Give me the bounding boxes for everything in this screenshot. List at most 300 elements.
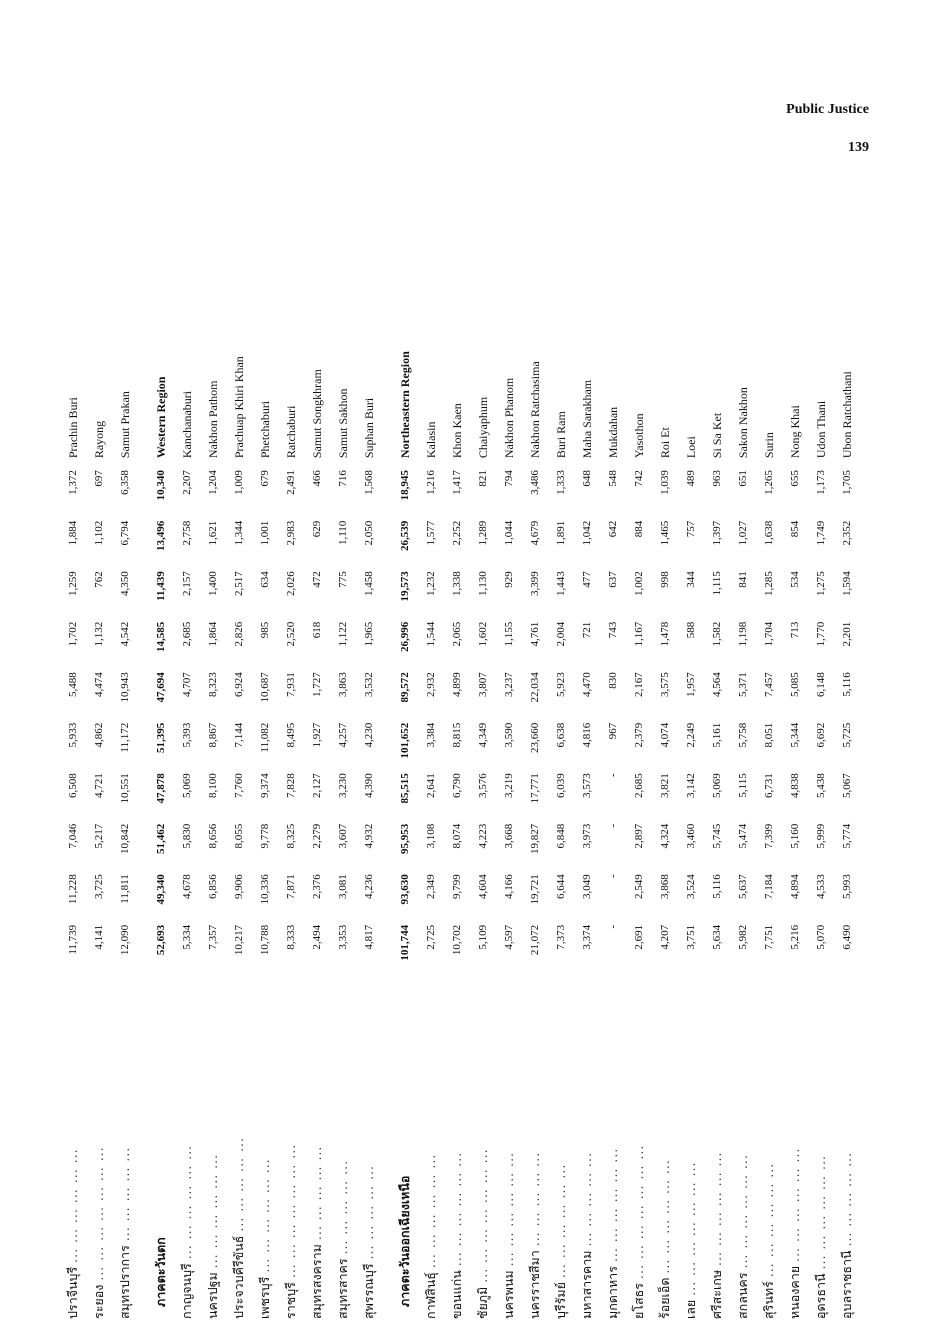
table-row [112, 260, 138, 1325]
value-cell: 8,495 [285, 722, 297, 748]
value-cell: 10,788 [259, 924, 271, 956]
value-cell: 5,070 [815, 924, 827, 950]
province-thai-cell [60, 969, 86, 1325]
value-cell: 1,232 [425, 571, 437, 596]
value-cell: 1,265 [763, 470, 775, 495]
value-cell: 8,867 [207, 722, 219, 748]
value-cell: 101,744 [399, 924, 411, 961]
province-thai-name: ศรีสะเกษ [709, 1269, 724, 1319]
value-cell: 1,702 [67, 621, 79, 647]
province-thai-cell [678, 969, 704, 1325]
value-cell: 2,379 [633, 722, 645, 748]
province-english-name: Kanchanaburi [179, 390, 194, 459]
value-cell: 1,198 [737, 621, 749, 647]
value-cell: 4,816 [581, 722, 593, 748]
value-cell: 5,830 [181, 823, 193, 849]
value-cell: 4,817 [363, 924, 375, 950]
province-thai-cell [704, 969, 730, 1325]
table-body [60, 260, 860, 1325]
value-cell: 9,906 [233, 874, 245, 900]
value-cell: 4,074 [659, 722, 671, 748]
value-cell: 12,090 [119, 924, 131, 956]
province-english-name: Maha Sarakham [579, 379, 594, 459]
value-cell: 8,815 [451, 722, 463, 748]
value-cell: 5,116 [711, 874, 723, 899]
value-cell: 2,983 [285, 520, 297, 546]
value-cell: 7,751 [763, 924, 775, 950]
value-cell: 2,167 [633, 672, 645, 697]
value-cell: 1,344 [233, 520, 245, 546]
value-cell: 5,334 [181, 924, 193, 950]
value-cell: 1,544 [425, 621, 437, 647]
value-cell: 89,572 [399, 672, 411, 703]
province-thai-name: เพชรบุรี [257, 1276, 272, 1319]
value-cell: 1,478 [659, 621, 671, 647]
value-cell: 9,374 [259, 773, 271, 799]
value-cell: 8,323 [207, 672, 219, 697]
value-cell: 1,594 [841, 571, 853, 596]
value-cell: 5,993 [841, 874, 853, 900]
value-cell: 6,148 [815, 672, 827, 697]
province-thai-name: สมุทรสาคร [335, 1258, 350, 1319]
value-cell: 534 [789, 571, 801, 588]
table-row [304, 260, 330, 1325]
value-cell: 10,336 [259, 874, 271, 905]
value-cell: 8,333 [285, 924, 297, 950]
province-english-name: Nong Khai [787, 405, 802, 459]
value-cell: 10,943 [119, 672, 131, 703]
leader-dots: ... ... ... ... ... [839, 1152, 854, 1247]
value-cell: 4,678 [181, 874, 193, 900]
value-cell: 2,026 [285, 571, 297, 596]
province-english-name: Nakhon Ratchasima [527, 361, 542, 459]
province-thai-name: อุบลราชธานี [839, 1250, 854, 1319]
table-row [174, 260, 200, 1325]
leader-dots: ... ... ... ... ... ... [65, 1148, 80, 1263]
value-cell: 8,100 [207, 773, 219, 799]
value-cell: 3,863 [337, 672, 349, 697]
province-thai-name: ภาคตะวันตก [153, 1237, 168, 1307]
table-row [834, 260, 860, 1325]
province-thai-cell [496, 969, 522, 1325]
value-cell: 2,207 [181, 470, 193, 495]
province-english-name: Surin [761, 432, 776, 459]
province-english-name: Suphan Buri [361, 397, 376, 459]
province-english-name: Ratchaburi [283, 405, 298, 459]
value-cell: 3,973 [581, 823, 593, 849]
value-cell: 1,705 [841, 470, 853, 495]
value-cell: 2,127 [311, 773, 323, 799]
province-english-name: Northeastern Region [397, 351, 412, 459]
value-cell: 1,372 [67, 470, 79, 495]
value-cell: 2,932 [425, 672, 437, 697]
value-cell: 49,340 [155, 874, 167, 905]
value-cell: 18,945 [399, 470, 411, 501]
value-cell: 998 [659, 571, 671, 588]
value-cell: 26,539 [399, 520, 411, 551]
value-cell: 472 [311, 571, 323, 588]
value-cell: 1,122 [337, 621, 349, 647]
value-cell: 1,167 [633, 621, 645, 647]
value-cell: 4,721 [93, 773, 105, 799]
value-cell: 3,353 [337, 924, 349, 950]
province-thai-cell [278, 969, 304, 1325]
value-cell: 7,373 [555, 924, 567, 950]
leader-dots: ... ... ... ... ... ... ... [283, 1143, 298, 1279]
value-cell: 5,637 [737, 874, 749, 900]
value-cell: - [607, 924, 619, 929]
leader-dots: ... ... ... ... ... ... [657, 1159, 672, 1274]
value-cell: 5,745 [711, 823, 723, 849]
value-cell: 3,374 [581, 924, 593, 950]
value-cell: 19,573 [399, 571, 411, 602]
value-cell: 3,237 [503, 672, 515, 697]
table-row [704, 260, 730, 1325]
spacer-row [138, 260, 148, 1325]
value-cell: 2,252 [451, 520, 463, 546]
value-cell: 9,799 [451, 874, 463, 900]
leader-dots: ... ... ... ... ... ... [605, 1147, 620, 1263]
value-cell: 4,474 [93, 672, 105, 697]
province-english-name: Phetchaburi [257, 400, 272, 459]
value-cell: 1,965 [363, 621, 375, 647]
value-cell: 1,132 [93, 621, 105, 647]
table-row [330, 260, 356, 1325]
value-cell: 5,161 [711, 722, 723, 748]
value-cell: 8,051 [763, 722, 775, 748]
province-english-name: Mukdahan [605, 406, 620, 459]
value-cell: 618 [311, 621, 323, 639]
value-cell: 7,184 [763, 874, 775, 900]
value-cell: 2,050 [363, 520, 375, 546]
value-cell: 4,862 [93, 722, 105, 748]
value-cell: 3,486 [529, 470, 541, 495]
value-cell: 95,953 [399, 823, 411, 855]
value-cell: 1,770 [815, 621, 827, 647]
page-header [786, 102, 869, 156]
value-cell: 5,474 [737, 823, 749, 849]
value-cell: 1,582 [711, 621, 723, 647]
value-cell: 794 [503, 470, 515, 487]
value-cell: 5,069 [181, 773, 193, 799]
province-thai-name: สมุทรปราการ [117, 1245, 132, 1319]
value-cell: 929 [503, 571, 515, 588]
value-cell: 4,207 [659, 924, 671, 950]
value-cell: 11,228 [67, 874, 79, 905]
value-cell: - [607, 874, 619, 878]
province-english-name: Samut Sakhon [335, 388, 350, 459]
province-english-name: Buri Ram [553, 411, 568, 459]
province-thai-cell [808, 969, 834, 1325]
value-cell: 1,155 [503, 621, 515, 647]
value-cell: 19,721 [529, 874, 541, 905]
leader-dots: ... ... ... ... ... [335, 1159, 350, 1255]
leader-dots: ... ... ... ... ... ... [787, 1147, 802, 1262]
value-cell: 651 [737, 470, 749, 487]
province-thai-cell [470, 969, 496, 1325]
value-cell: 3,573 [581, 773, 593, 799]
value-cell: 6,638 [555, 722, 567, 748]
value-cell: 3,807 [477, 672, 489, 697]
value-cell: 634 [259, 571, 271, 588]
table-row [356, 260, 382, 1325]
value-cell: 10,217 [233, 924, 245, 956]
table-row [200, 260, 226, 1325]
value-cell: 5,115 [737, 773, 749, 798]
value-cell: 2,279 [311, 823, 323, 849]
leader-dots: ... ... ... ... ... [309, 1145, 324, 1241]
province-english-name: Chaiyaphum [475, 396, 490, 459]
leader-dots: ... ... ... ... ... ... [179, 1144, 194, 1260]
value-cell: 4,894 [789, 874, 801, 900]
value-cell: 642 [607, 520, 619, 538]
value-cell: - [607, 823, 619, 828]
value-cell: 1,884 [67, 520, 79, 546]
value-cell: 4,350 [119, 571, 131, 596]
value-cell: 7,357 [207, 924, 219, 950]
value-cell: 6,924 [233, 672, 245, 697]
value-cell: 13,496 [155, 520, 167, 551]
leader-dots: ... ... ... ... ... ... [449, 1151, 464, 1267]
province-thai-name: ชัยภูมิ [475, 1286, 490, 1319]
value-cell: 4,604 [477, 874, 489, 900]
value-cell: 5,217 [93, 823, 105, 849]
province-english-name: Yasothon [631, 413, 646, 459]
value-cell: 963 [711, 470, 723, 487]
value-cell: 5,488 [67, 672, 79, 697]
province-thai-name: สกลนคร [735, 1272, 750, 1319]
value-cell: 2,685 [633, 773, 645, 799]
value-cell: 775 [337, 571, 349, 588]
province-thai-cell [834, 969, 860, 1325]
value-cell: 721 [581, 621, 593, 639]
province-english-name: Western Region [153, 376, 168, 459]
value-cell: 5,371 [737, 672, 749, 697]
table-row [756, 260, 782, 1325]
province-thai-name: ภาคตะวันออกเฉียงเหนือ [397, 1175, 412, 1307]
value-cell: 4,324 [659, 823, 671, 849]
table-row [278, 260, 304, 1325]
value-cell: 5,725 [841, 722, 853, 748]
value-cell: 637 [607, 571, 619, 588]
value-cell: 1,465 [659, 520, 671, 546]
value-cell: 1,259 [67, 571, 79, 596]
table-row [470, 260, 496, 1325]
leader-dots: ... ... ... ... ... ... ... [631, 1144, 646, 1279]
running-title: Public Justice [786, 102, 869, 117]
value-cell: 1,102 [93, 520, 105, 546]
value-cell: 3,384 [425, 722, 437, 748]
value-cell: 1,130 [477, 571, 489, 596]
province-thai-cell [330, 969, 356, 1325]
value-cell: 3,399 [529, 571, 541, 596]
value-cell: 1,397 [711, 520, 723, 546]
table-row [600, 260, 626, 1325]
value-cell: 5,393 [181, 722, 193, 748]
value-cell: 17,771 [529, 773, 541, 804]
leader-dots: ... ... ... ... ... ... [761, 1162, 776, 1278]
value-cell: 3,607 [337, 823, 349, 849]
value-cell: 9,778 [259, 823, 271, 849]
value-cell: 2,376 [311, 874, 323, 900]
value-cell: 2,157 [181, 571, 193, 596]
region-total-row [148, 260, 174, 1325]
leader-dots: ... ... ... ... ... ... [205, 1153, 220, 1269]
value-cell: 1,957 [685, 672, 697, 697]
value-cell: 985 [259, 621, 271, 639]
value-cell: 2,897 [633, 823, 645, 849]
rotated-table-container [60, 260, 880, 1325]
value-cell: 5,774 [841, 823, 853, 849]
value-cell: 3,590 [503, 722, 515, 748]
value-cell: 1,891 [555, 520, 567, 546]
value-cell: 1,115 [711, 571, 723, 596]
value-cell: 3,725 [93, 874, 105, 900]
value-cell: 1,173 [815, 470, 827, 495]
province-thai-name: นครพนม [501, 1270, 516, 1319]
value-cell: 6,508 [67, 773, 79, 799]
province-thai-cell [392, 969, 418, 1325]
province-english-name: Ubon Ratchathani [839, 371, 854, 459]
province-thai-cell [756, 969, 782, 1325]
value-cell: 1,039 [659, 470, 671, 495]
value-cell: 3,868 [659, 874, 671, 900]
value-cell: 4,223 [477, 823, 489, 849]
spacer-cell [138, 260, 148, 1325]
province-thai-name: ประจวบคีรีขันธ์ [231, 1235, 246, 1319]
region-total-row [392, 260, 418, 1325]
statistics-table [60, 260, 860, 1325]
value-cell: 11,082 [259, 722, 271, 753]
value-cell: 2,758 [181, 520, 193, 546]
value-cell: - [607, 773, 619, 777]
province-english-name: Udon Thani [813, 400, 828, 459]
value-cell: 2,352 [841, 520, 853, 546]
value-cell: 821 [477, 470, 489, 487]
value-cell: 8,325 [285, 823, 297, 849]
value-cell: 3,524 [685, 874, 697, 900]
value-cell: 489 [685, 470, 697, 487]
value-cell: 648 [581, 470, 593, 487]
value-cell: 2,004 [555, 621, 567, 647]
province-thai-cell [418, 969, 444, 1325]
province-english-name: Khon Kaen [449, 403, 464, 459]
spacer-cell [382, 260, 392, 1325]
value-cell: 1,216 [425, 470, 437, 495]
value-cell: 3,668 [503, 823, 515, 849]
value-cell: 5,216 [789, 924, 801, 950]
value-cell: 4,707 [181, 672, 193, 697]
value-cell: 93,630 [399, 874, 411, 905]
province-thai-cell [444, 969, 470, 1325]
province-english-name: Loei [683, 436, 698, 459]
table-row [522, 260, 548, 1325]
province-thai-name: นครปฐม [205, 1272, 220, 1319]
table-row [252, 260, 278, 1325]
value-cell: 7,046 [67, 823, 79, 849]
value-cell: 5,933 [67, 722, 79, 748]
table-row [86, 260, 112, 1325]
province-english-name: Sakon Nakhon [735, 387, 750, 459]
value-cell: 3,081 [337, 874, 349, 900]
value-cell: 830 [607, 672, 619, 689]
value-cell: 1,602 [477, 621, 489, 647]
province-thai-name: สมุทรสงคราม [309, 1244, 324, 1319]
table-row [444, 260, 470, 1325]
value-cell: 4,761 [529, 621, 541, 647]
province-thai-name: มหาสารคาม [579, 1250, 594, 1319]
value-cell: 52,693 [155, 924, 167, 956]
value-cell: 742 [633, 470, 645, 487]
value-cell: 10,551 [119, 773, 131, 804]
value-cell: 3,230 [337, 773, 349, 799]
value-cell: 4,679 [529, 520, 541, 546]
value-cell: 10,842 [119, 823, 131, 855]
value-cell: 5,634 [711, 924, 723, 950]
table-row [60, 260, 86, 1325]
value-cell: 19,827 [529, 823, 541, 855]
value-cell: 6,731 [763, 773, 775, 799]
value-cell: 477 [581, 571, 593, 588]
value-cell: 1,110 [337, 520, 349, 546]
province-thai-name: กาฬสินธุ์ [423, 1272, 438, 1319]
value-cell: 2,725 [425, 924, 437, 950]
value-cell: 4,564 [711, 672, 723, 697]
table-row [730, 260, 756, 1325]
value-cell: 14,585 [155, 621, 167, 652]
value-cell: 2,549 [633, 874, 645, 900]
table-row [626, 260, 652, 1325]
province-thai-cell [626, 969, 652, 1325]
value-cell: 6,794 [119, 520, 131, 546]
leader-dots: ... ... ... ... ... ... ... [475, 1148, 490, 1283]
value-cell: 1,458 [363, 571, 375, 596]
province-thai-name: บุรีรัมย์ [553, 1282, 568, 1319]
province-thai-cell [548, 969, 574, 1325]
value-cell: 2,349 [425, 874, 437, 900]
value-cell: 7,828 [285, 773, 297, 799]
value-cell: 1,002 [633, 571, 645, 596]
province-thai-name: ยโสธร [631, 1282, 646, 1319]
value-cell: 4,257 [337, 722, 349, 748]
province-thai-cell [148, 969, 174, 1325]
value-cell: 7,760 [233, 773, 245, 799]
value-cell: 2,691 [633, 924, 645, 950]
value-cell: 679 [259, 470, 271, 487]
value-cell: 7,931 [285, 672, 297, 697]
value-cell: 5,344 [789, 722, 801, 748]
province-english-name: Samut Songkhram [309, 369, 324, 459]
value-cell: 5,109 [477, 924, 489, 950]
province-thai-name: ร้อยเอ็ด [657, 1277, 672, 1319]
value-cell: 4,230 [363, 722, 375, 748]
value-cell: 548 [607, 470, 619, 487]
value-cell: 5,067 [841, 773, 853, 799]
value-cell: 4,932 [363, 823, 375, 849]
province-thai-cell [112, 969, 138, 1325]
province-thai-cell [652, 969, 678, 1325]
value-cell: 11,739 [67, 924, 79, 955]
value-cell: 8,074 [451, 823, 463, 849]
value-cell: 10,340 [155, 470, 167, 501]
province-thai-name: ปราจีนบุรี [65, 1266, 80, 1319]
value-cell: 5,069 [711, 773, 723, 799]
value-cell: 4,349 [477, 722, 489, 748]
province-thai-cell [226, 969, 252, 1325]
leader-dots: ... ... ... ... ... [361, 1164, 376, 1260]
table-row [548, 260, 574, 1325]
value-cell: 588 [685, 621, 697, 639]
